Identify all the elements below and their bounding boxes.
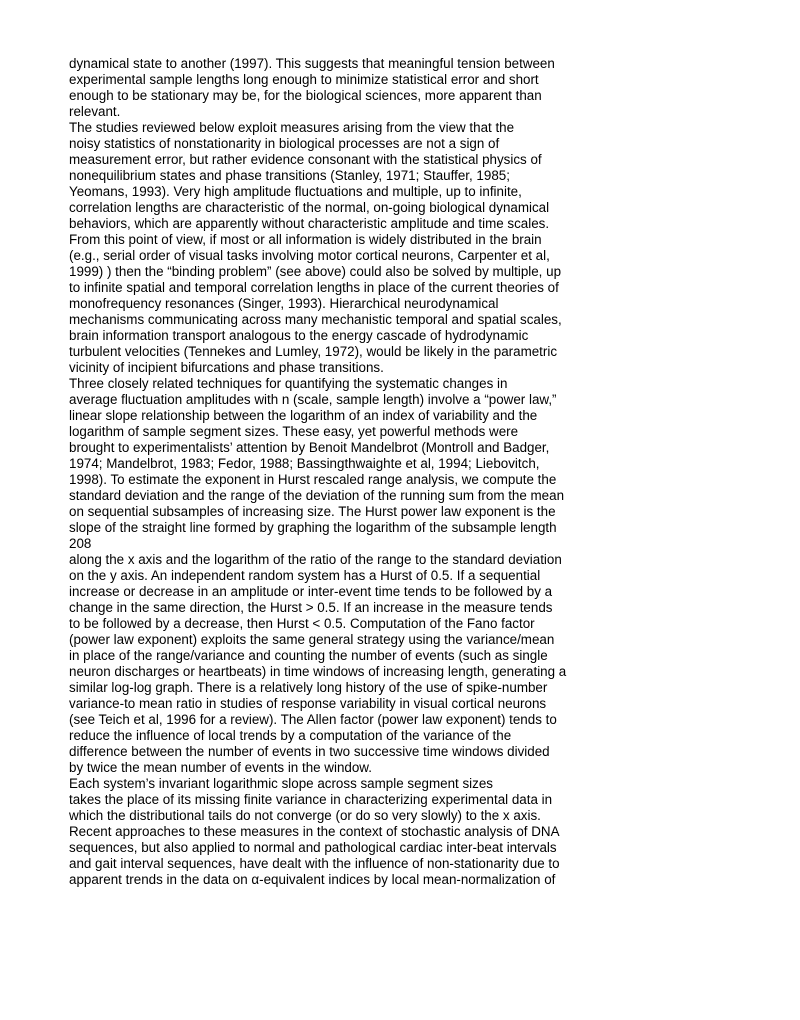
text-line: 1998). To estimate the exponent in Hurst rescaled range analysis, we compute the xyxy=(69,472,557,487)
text-line: similar log-log graph. There is a relatively long history of the use of spike-number xyxy=(69,680,548,695)
text-line: which the distributional tails do not converge (or do so very slowly) to the x axis. xyxy=(69,808,541,823)
text-line: and gait interval sequences, have dealt with the influence of non-stationarity due to xyxy=(69,856,560,871)
text-line: by twice the mean number of events in the window. xyxy=(69,760,372,775)
text-line: apparent trends in the data on α-equivalent indices by local mean-normalization of xyxy=(69,872,556,887)
text-line: Recent approaches to these measures in the context of stochastic analysis of DNA xyxy=(69,824,560,839)
text-line: sequences, but also applied to normal and pathological cardiac inter-beat intervals xyxy=(69,840,557,855)
text-line: 1974; Mandelbrot, 1983; Fedor, 1988; Bassingthwaighte et al, 1994; Liebovitch, xyxy=(69,456,540,471)
text-line: vicinity of incipient bifurcations and phase transitions. xyxy=(69,360,384,375)
text-line: (power law exponent) exploits the same general strategy using the variance/mean xyxy=(69,632,555,647)
text-line: turbulent velocities (Tennekes and Lumley, 1972), would be likely in the parametric xyxy=(69,344,558,359)
text-line: logarithm of sample segment sizes. These easy, yet powerful methods were xyxy=(69,424,519,439)
text-line: relevant. xyxy=(69,104,121,119)
text-line: variance-to mean ratio in studies of response variability in visual cortical neurons xyxy=(69,696,547,711)
text-line: monofrequency resonances (Singer, 1993). Hierarchical neurodynamical xyxy=(69,296,499,311)
text-line: to be followed by a decrease, then Hurst < 0.5. Computation of the Fano factor xyxy=(69,616,535,631)
text-line: The studies reviewed below exploit measures arising from the view that the xyxy=(69,120,515,135)
text-line: behaviors, which are apparently without characteristic amplitude and time scales. xyxy=(69,216,550,231)
text-line: enough to be stationary may be, for the biological sciences, more apparent than xyxy=(69,88,542,103)
text-line: 208 xyxy=(69,536,92,551)
document-page xyxy=(69,56,649,888)
text-line: change in the same direction, the Hurst > 0.5. If an increase in the measure tends xyxy=(69,600,553,615)
text-line: to infinite spatial and temporal correlation lengths in place of the current theories of xyxy=(69,280,559,295)
text-line: measurement error, but rather evidence consonant with the statistical physics of xyxy=(69,152,542,167)
text-line: (see Teich et al, 1996 for a review). The Allen factor (power law exponent) tends to xyxy=(69,712,557,727)
text-line: From this point of view, if most or all information is widely distributed in the brain xyxy=(69,232,542,247)
text-line: linear slope relationship between the logarithm of an index of variability and the xyxy=(69,408,538,423)
text-line: mechanisms communicating across many mechanistic temporal and spatial scales, xyxy=(69,312,562,327)
text-line: in place of the range/variance and counting the number of events (such as single xyxy=(69,648,548,663)
text-line: Three closely related techniques for quantifying the systematic changes in xyxy=(69,376,508,391)
text-line: brought to experimentalists’ attention by Benoit Mandelbrot (Montroll and Badger, xyxy=(69,440,550,455)
text-line: on sequential subsamples of increasing size. The Hurst power law exponent is the xyxy=(69,504,556,519)
text-line: increase or decrease in an amplitude or inter-event time tends to be followed by a xyxy=(69,584,553,599)
text-line: neuron discharges or heartbeats) in time windows of increasing length, generating a xyxy=(69,664,567,679)
text-line: (e.g., serial order of visual tasks involving motor cortical neurons, Carpenter et al, xyxy=(69,248,550,263)
text-line: nonequilibrium states and phase transitions (Stanley, 1971; Stauffer, 1985; xyxy=(69,168,510,183)
text-line: along the x axis and the logarithm of the ratio of the range to the standard deviation xyxy=(69,552,562,567)
text-line: correlation lengths are characteristic of the normal, on-going biological dynamical xyxy=(69,200,550,215)
text-line: reduce the influence of local trends by a computation of the variance of the xyxy=(69,728,512,743)
text-line: 1999) ) then the “binding problem” (see above) could also be solved by multiple, up xyxy=(69,264,562,279)
text-line: average fluctuation amplitudes with n (scale, sample length) involve a “power law,” xyxy=(69,392,557,407)
text-line: noisy statistics of nonstationarity in biological processes are not a sign of xyxy=(69,136,500,151)
text-line: difference between the number of events in two successive time windows divided xyxy=(69,744,550,759)
text-line: takes the place of its missing finite variance in characterizing experimental data in xyxy=(69,792,553,807)
text-line: Each system’s invariant logarithmic slope across sample segment sizes xyxy=(69,776,493,791)
text-line: Yeomans, 1993). Very high amplitude fluctuations and multiple, up to infinite, xyxy=(69,184,522,199)
text-line: experimental sample lengths long enough to minimize statistical error and short xyxy=(69,72,539,87)
text-line: on the y axis. An independent random system has a Hurst of 0.5. If a sequential xyxy=(69,568,541,583)
text-line: dynamical state to another (1997). This suggests that meaningful tension between xyxy=(69,56,555,71)
text-line: slope of the straight line formed by graphing the logarithm of the subsample length xyxy=(69,520,557,535)
text-line: brain information transport analogous to the energy cascade of hydrodynamic xyxy=(69,328,529,343)
text-line: standard deviation and the range of the deviation of the running sum from the mean xyxy=(69,488,565,503)
